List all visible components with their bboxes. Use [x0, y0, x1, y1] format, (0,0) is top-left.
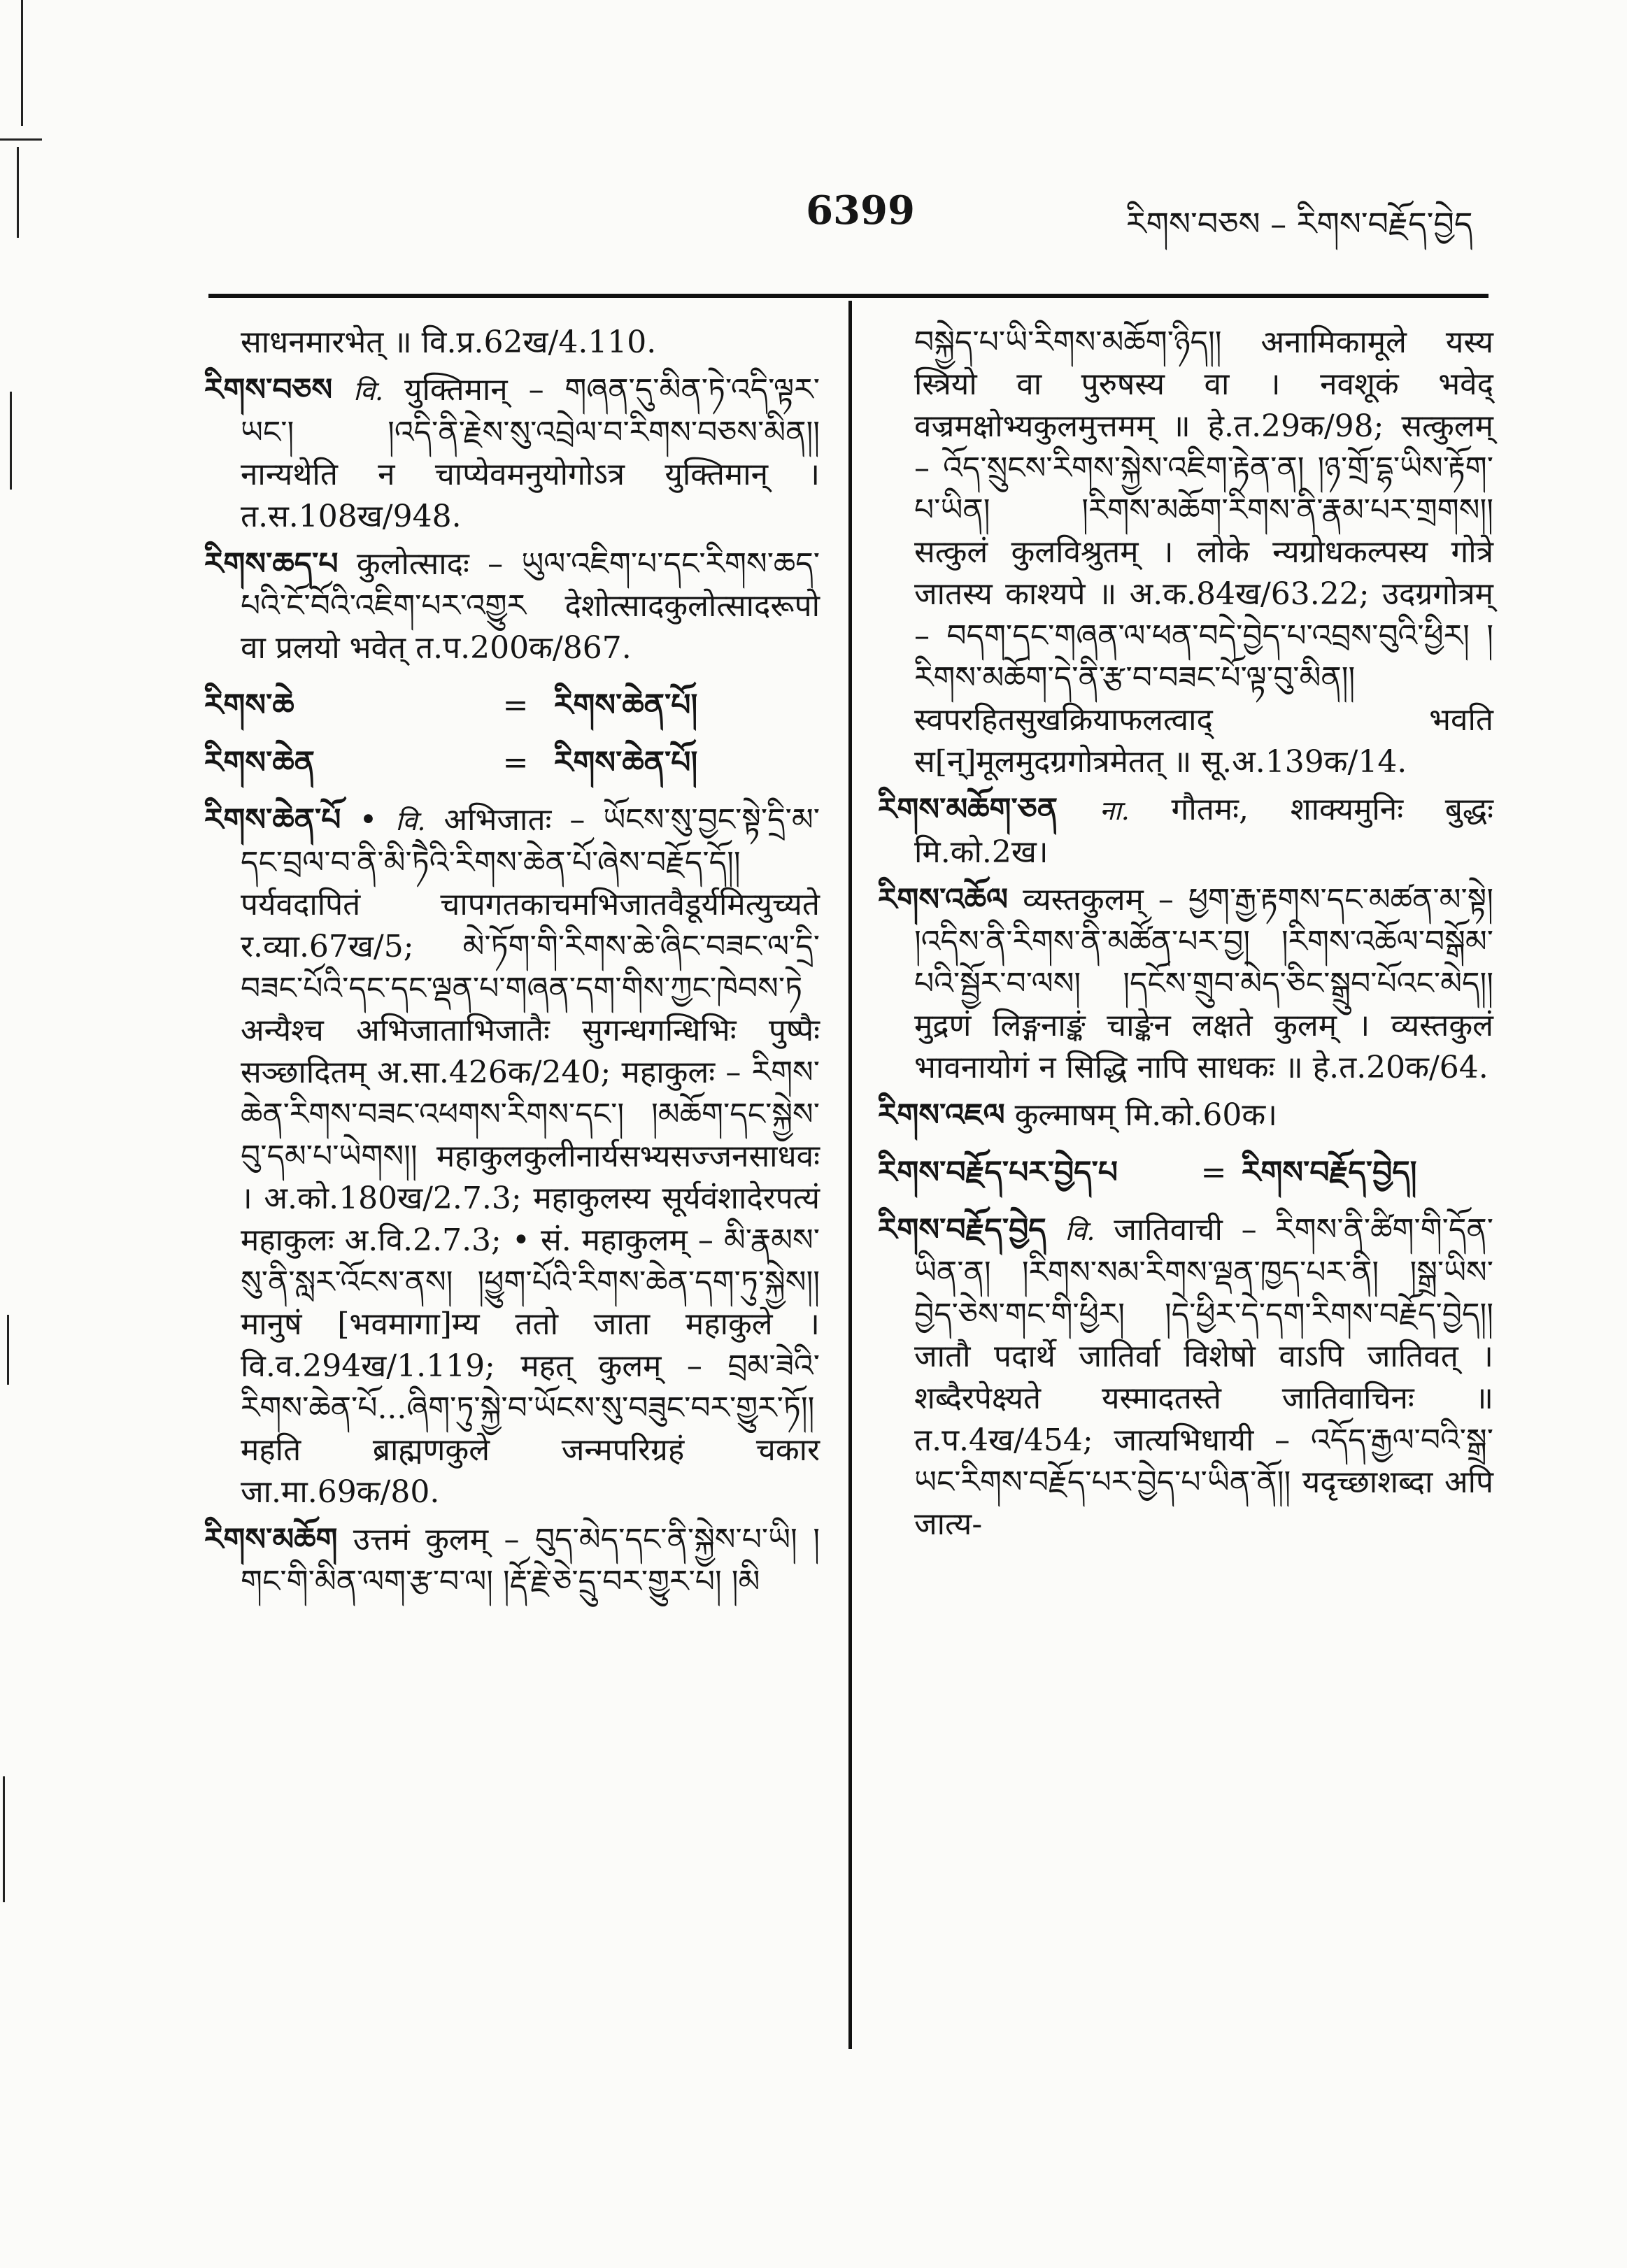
- cross-reference-row: [878, 1152, 1493, 1194]
- margin-mark: [3, 1776, 5, 1902]
- entry-body: जातिवाची – རིགས་ནི་ཚིག་གི་དོན་ཡིན་ན། །རིགས་སམ་རིགས་ལྡན་ཁྱད་པར་ནི། །སྒྲ་ཡིས་བྱེད་ཅེས་གང་གི་ཕྱིར། །དེ་ཕྱིར་དེ་དག་རིགས་བརྗོད་བྱེད།། जातौ पदार्थे जातिर्वा विशेषो वाऽपि जातिवत् । शब्दैरपेक्ष्यते यस्मादतस्ते जातिवाचिनः ॥ त.प.4ख/454; जात्यभिधायी – འདོད་རྒྱལ་བའི་སྒྲ་ཡང་རིགས་བརྗོད་པར་བྱེད་པ་ཡིན་ནོ།། यदृच्छाशब्दा अपि जात्य-: [914, 1212, 1493, 1542]
- margin-mark: [7, 1315, 9, 1385]
- margin-mark: [0, 138, 42, 141]
- entry-rigs-mchog-can: [878, 789, 1493, 873]
- entry-body: युक्तिमान् – གཞན་དུ་མིན་ཏེ་འདི་ལྟར་ཡང་། །འདི་ནི་རྗེས་སུ་འབྲེལ་བ་རིགས་བཅས་མིན།། नान्यथेति न चाप्येवमनुयोगोऽत्र युक्तिमान् । त.स.108ख/948.: [241, 372, 820, 534]
- entry-body: गौतमः, शाक्यमुनिः बुद्धः मि.को.2ख।: [914, 792, 1493, 870]
- headword: རིགས་མཆོག་ཅན: [878, 792, 1058, 827]
- equals-sign: =: [1200, 1155, 1227, 1190]
- headword: རིགས་ཆེན: [204, 745, 315, 780]
- right-column: [878, 322, 1493, 1551]
- page-number: 6399: [806, 187, 915, 234]
- cross-reference-target: རིགས་བརྗོད་བྱེད།: [1242, 1155, 1417, 1190]
- header-rule: [208, 294, 1489, 298]
- entry-rigs-mchog: [204, 1519, 820, 1603]
- grammar-tag: ना.: [1099, 795, 1130, 826]
- headword: རིགས་ཆད་པ: [204, 546, 339, 582]
- headword: རིགས་བརྗོད་བྱེད: [878, 1212, 1046, 1248]
- entry-rigs-brjod-byed: [878, 1209, 1493, 1546]
- cross-reference-row: [204, 685, 820, 727]
- headword: རིགས་འཇལ: [878, 1097, 1005, 1133]
- bullet: •: [359, 802, 378, 838]
- entry-body: उत्तमं कुलम् – བུད་མེད་དང་ནི་སྐྱེས་པ་ཡི། །གང་གི་མིན་ལག་རྩ་བ་ལ། །རྡོ་རྗེ་ཅེ་དྲུ་བར་གྱུར་པ། །མི: [241, 1522, 820, 1599]
- headword: རིགས་འཆོལ: [878, 882, 1009, 918]
- margin-mark: [17, 147, 19, 238]
- entry-body: कुलोत्सादः – ཡུལ་འཇིག་པ་དང་རིགས་ཆད་པའི་ངོ་བོའི་འཇིག་པར་འགྱུར देशोत्सादकुलोत्सादरूपो वा प्रलयो भवेत् त.प.200क/867.: [241, 546, 820, 666]
- margin-mark: [10, 392, 12, 490]
- running-head: རིགས་བཅས – རིགས་བརྗོད་བྱེད: [1126, 205, 1473, 243]
- entry-rigs-chol: [878, 879, 1493, 1089]
- grammar-tag: वि.: [353, 376, 384, 406]
- headword: རིགས་བཅས: [204, 372, 333, 408]
- headword: རིགས་ཆེ: [204, 687, 294, 723]
- entry-rigs-bcas: [204, 369, 820, 538]
- entry-continuation: साधनमारभेत् ॥ वि.प्र.62ख/4.110.: [241, 324, 657, 360]
- cross-reference-target: རིགས་ཆེན་པོ།: [554, 687, 698, 723]
- grammar-tag: वि.: [1065, 1215, 1095, 1246]
- entry-rigs-jal: [878, 1094, 1493, 1136]
- left-column: [204, 322, 820, 1609]
- entry-rigs-chad-pa: [204, 543, 820, 669]
- column-divider: [848, 301, 852, 2049]
- cross-reference-target: རིགས་ཆེན་པོ།: [554, 745, 698, 780]
- equals-sign: =: [502, 745, 529, 780]
- entry-body: अभिजातः – ཡོངས་སུ་བྱང་སྟེ་དྲི་མ་དང་བྲལ་བ་ནི་མི་ཏཻའི་རིགས་ཆེན་པོ་ཞེས་བརྗོད་དོ།། पर्यवदापितं चापगतकाचमभिजातवैडूर्यमित्युच्यते र.व्या.67ख/5; མེ་ཏོག་གི་རིགས་ཆེ་ཞིང་བཟང་ལ་དྲི་བཟང་པོའི་དང་དང་ལྡན་པ་གཞན་དག་གིས་ཀྱང་ཁེབས་ཏེ अन्यैश्च अभिजाताभिजातैः सुगन्धगन्धिभिः पुष्पैः सञ्छादितम् अ.सा.426क/240; महाकुलः – རིགས་ཆེན་རིགས་བཟང་འཕགས་རིགས་དང་། །མཆོག་དང་སྐྱེས་བུ་དམ་པ་ཡེགས།། महाकुलकुलीनार्यसभ्यसज्जनसाधवः । अ.को.180ख/2.7.3; महाकुलस्य सूर्यवंशादेरपत्यं महाकुलः अ.वि.2.7.3; • सं. महाकुलम् – མི་རྣམས་སུ་ནི་སླར་འོངས་ནས། །ཕྱུག་པོའི་རིགས་ཆེན་དག་ཏུ་སྐྱེས།། मानुषं [भवमागा]म्य ततो जाता महाकुले । वि.व.294ख/1.119; महत् कुलम् – བྲམ་ཟེའི་རིགས་ཆེན་པོ...ཞིག་ཏུ་སྐྱེ་བ་ཡོངས་སུ་བཟུང་བར་གྱུར་ཏོ།། महति ब्राह्मणकुले जन्मपरिग्रहं चकार जा.मा.69क/80.: [241, 802, 820, 1510]
- cross-reference-row: [204, 742, 820, 784]
- headword: རིགས་མཆོག: [204, 1522, 338, 1557]
- entry-continuation: བསྐྱེད་པ་ཡི་རིགས་མཆོག་ཉིད།། अनामिकामूले यस्य स्त्रियो वा पुरुषस्य वा । नवशूकं भवेद् वज्रमक्षोभ्यकुलमुत्तमम् ॥ हे.त.29क/98; सत्कुलम् – འོད་སྲུངས་རིགས་སྐྱེས་འཇིག་རྟེན་ན། །ཉ་གྲོ་དྷ་ཡིས་རྟོག་པ་ཡིན། །རིགས་མཆོག་རིགས་ནི་རྣམ་པར་གྲགས།། सत्कुलं कुलविश्रुतम् । लोके न्यग्रोधकल्पस्य गोत्रे जातस्य काश्यपे ॥ अ.क.84ख/63.22; उदग्रगोत्रम् – བདག་དང་གཞན་ལ་ཕན་བདེ་བྱེད་པ་འབྲས་བུའི་ཕྱིར། །རིགས་མཆོག་དེ་ནི་རྩ་བ་བཟང་པོ་ལྟ་བུ་མིན།། स्वपरहितसुखक्रियाफलत्वाद् भवति स[न्]मूलमुदग्रगोत्रमेतत् ॥ सू.अ.139क/14.: [914, 324, 1493, 780]
- headword: རིགས་ཆེན་པོ: [204, 802, 341, 838]
- entry-body: व्यस्तकुलम् – ཕྱག་རྒྱ་རྟགས་དང་མཚན་མ་སྟེ། །འདིས་ནི་རིགས་ནི་མཚོན་པར་བྱ། །རིགས་འཆོལ་བསྒོམ་པའི་སྦྱོར་བ་ལས། །དངོས་གྲུབ་མེད་ཅིང་སྒྲུབ་པོའང་མེད།། मुद्रणं लिङ्गनाङ्कं चाङ्केन लक्षते कुलम् । व्यस्तकुलं भावनायोगं न सिद्धि नापि साधकः ॥ हे.त.20क/64.: [914, 882, 1493, 1085]
- margin-mark: [21, 0, 23, 126]
- entry-body: कुल्माषम् मि.को.60क।: [1014, 1097, 1277, 1133]
- grammar-tag: वि.: [395, 806, 426, 836]
- headword: རིགས་བརྗོད་པར་བྱེད་པ: [878, 1155, 1118, 1190]
- equals-sign: =: [502, 687, 529, 723]
- entry-rigs-chen-po: [204, 799, 820, 1513]
